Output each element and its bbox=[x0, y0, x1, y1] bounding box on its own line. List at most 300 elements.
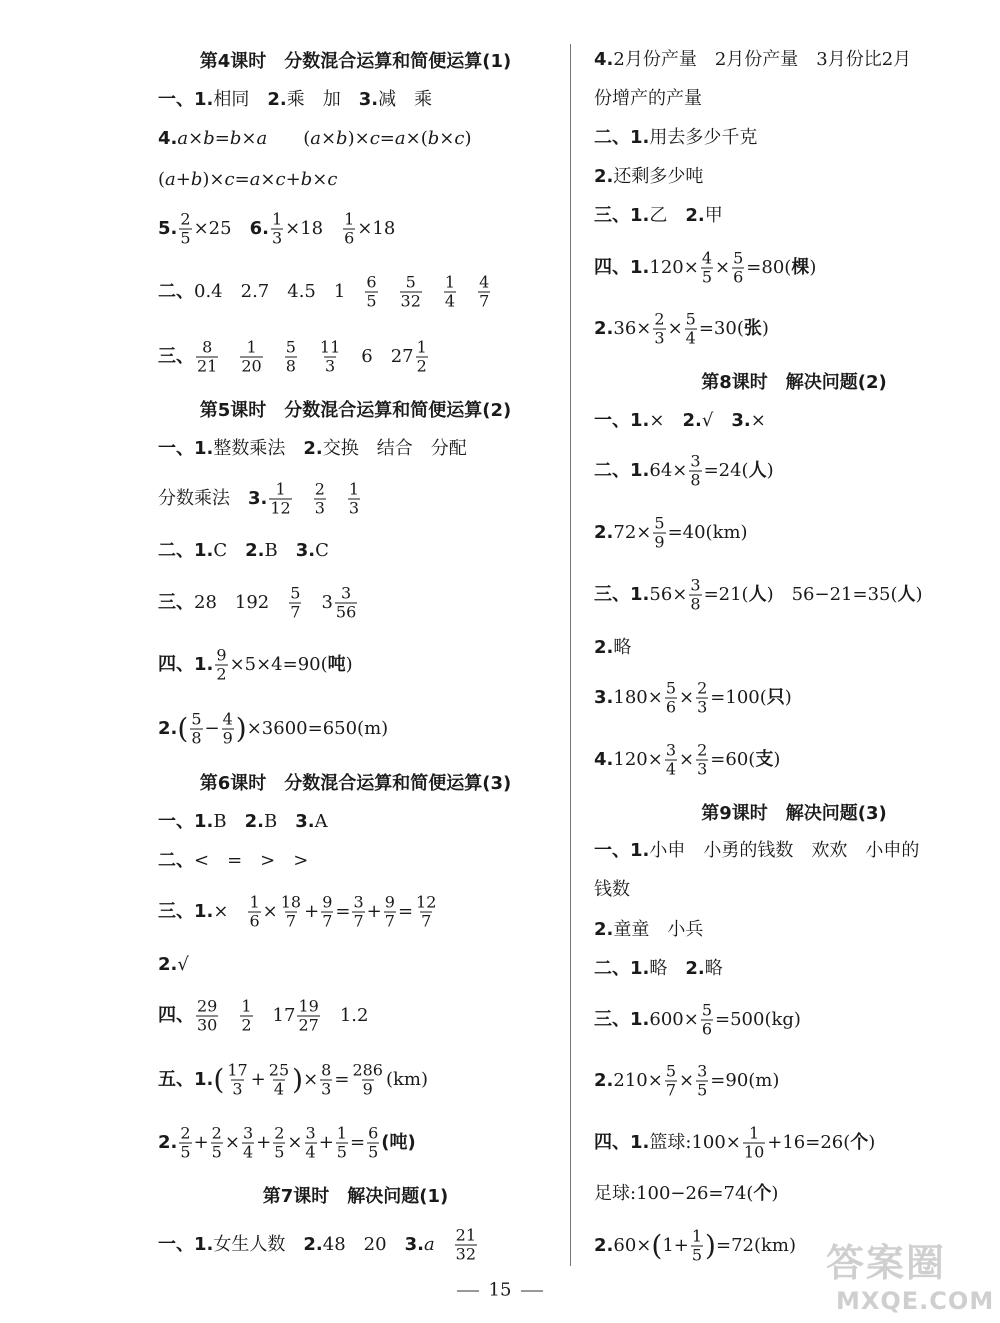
item-number: 2. bbox=[158, 954, 178, 975]
math-var: a bbox=[165, 169, 176, 190]
fraction bbox=[335, 585, 357, 622]
math-op: =24( bbox=[703, 460, 749, 481]
answer-line bbox=[158, 894, 439, 931]
answer-text: 足球 bbox=[594, 1183, 630, 1204]
fraction bbox=[196, 339, 218, 376]
denominator: 2 bbox=[216, 664, 227, 684]
fraction bbox=[696, 742, 708, 779]
fraction bbox=[653, 515, 665, 552]
answer-line bbox=[594, 742, 780, 779]
math-var: a bbox=[177, 128, 189, 149]
fraction bbox=[242, 1125, 254, 1162]
item-number: 3. bbox=[358, 89, 379, 110]
numerator: 2 bbox=[697, 740, 708, 760]
numerator: 3 bbox=[665, 740, 677, 760]
numerator: 5 bbox=[191, 709, 202, 729]
math-op: + bbox=[175, 169, 191, 190]
item-number: 1. bbox=[630, 958, 650, 979]
math-op: ×18 bbox=[357, 218, 396, 239]
math-op: + bbox=[304, 901, 320, 922]
item-number: 1. bbox=[194, 89, 214, 110]
math-op: ) bbox=[761, 318, 769, 339]
math-var: b bbox=[427, 128, 440, 149]
math-op: × bbox=[303, 1069, 319, 1090]
unit: 个 bbox=[850, 1132, 869, 1153]
denominator: 2 bbox=[416, 356, 427, 376]
item-number: 1. bbox=[194, 901, 214, 922]
numerator: 1 bbox=[241, 996, 252, 1016]
denominator: 9 bbox=[362, 1079, 373, 1099]
item-number: 2. bbox=[594, 522, 614, 543]
answer-line bbox=[594, 680, 792, 717]
denominator: 5 bbox=[274, 1142, 285, 1162]
item-number: 1. bbox=[630, 1009, 650, 1030]
math-op: = bbox=[397, 901, 414, 922]
answer-line bbox=[158, 647, 353, 684]
denominator: 3 bbox=[232, 1079, 243, 1099]
answer-line bbox=[594, 958, 723, 980]
math-op: ) bbox=[771, 1183, 779, 1204]
numerator: 1 bbox=[348, 479, 360, 499]
item-number: 2. bbox=[594, 318, 614, 339]
fraction bbox=[416, 339, 428, 376]
answer-text: √ bbox=[177, 954, 189, 975]
math-op: 72× bbox=[613, 522, 652, 543]
fraction bbox=[444, 274, 456, 311]
denominator: 3 bbox=[271, 228, 283, 248]
answer-line bbox=[594, 88, 702, 110]
fraction bbox=[226, 1062, 248, 1099]
denominator: 5 bbox=[366, 291, 377, 311]
math-op: × bbox=[188, 128, 204, 149]
math-op: ( bbox=[303, 128, 311, 149]
denominator: 7 bbox=[322, 911, 333, 931]
numerator: 3 bbox=[305, 1123, 316, 1143]
fraction bbox=[273, 1125, 285, 1162]
item-number: 4. bbox=[594, 49, 614, 70]
answer-text: 交换 结合 分配 bbox=[322, 438, 467, 459]
math-op: + bbox=[256, 1132, 272, 1153]
denominator: 32 bbox=[400, 291, 421, 311]
fraction bbox=[665, 742, 677, 779]
answer-text: 小申 小勇的钱数 欢欢 小申的 bbox=[649, 840, 920, 861]
math-op: =100( bbox=[710, 687, 767, 708]
fraction bbox=[689, 453, 701, 490]
denominator: 7 bbox=[384, 911, 395, 931]
denominator: 30 bbox=[197, 1015, 218, 1035]
math-var: a bbox=[423, 1234, 435, 1255]
answer-text: 28 192 bbox=[194, 592, 270, 613]
denominator: 3 bbox=[348, 498, 360, 518]
numerator: 1 bbox=[444, 272, 456, 292]
answer-text: A bbox=[314, 811, 328, 832]
numerator: 6 bbox=[368, 1123, 379, 1143]
big-paren: ) bbox=[705, 1229, 716, 1262]
watermark-url: MXQE.COM bbox=[836, 1287, 995, 1315]
math-var: b bbox=[190, 169, 203, 190]
answer-line bbox=[594, 515, 748, 552]
numerator: 2 bbox=[180, 1123, 191, 1143]
fraction bbox=[321, 894, 333, 931]
math-op: × bbox=[715, 257, 731, 278]
item-number: 3. bbox=[295, 811, 315, 832]
math-op: 180× bbox=[613, 687, 663, 708]
denominator: 21 bbox=[197, 356, 218, 376]
answer-text: 17 bbox=[272, 1005, 296, 1026]
section-label: 三、 bbox=[158, 346, 194, 367]
denominator: 7 bbox=[353, 911, 364, 931]
item-number: 1. bbox=[630, 1132, 650, 1153]
answer-text: 还剩多少吨 bbox=[613, 166, 704, 187]
denominator: 3 bbox=[654, 328, 665, 348]
answer-text: B bbox=[264, 540, 278, 561]
denominator: 5 bbox=[697, 1080, 708, 1100]
unit: 个 bbox=[753, 1183, 772, 1204]
numerator: 1 bbox=[249, 892, 260, 912]
math-op: × bbox=[287, 1132, 303, 1153]
section-heading: 第6课时 分数混合运算和简便运算(3) bbox=[199, 773, 512, 794]
denominator: 6 bbox=[701, 1019, 713, 1039]
math-op: + bbox=[285, 169, 301, 190]
denominator: 6 bbox=[344, 228, 355, 248]
math-var: b bbox=[203, 128, 215, 149]
answer-text: 篮球 bbox=[649, 1132, 686, 1153]
item-number: 3. bbox=[731, 410, 751, 431]
answer-line bbox=[594, 1228, 796, 1265]
numerator: 5 bbox=[733, 248, 744, 268]
math-var: c bbox=[224, 169, 235, 190]
math-op: ×18 bbox=[285, 218, 324, 239]
math-op: =72(km) bbox=[715, 1235, 796, 1256]
fraction bbox=[455, 1227, 477, 1264]
math-op: (km) bbox=[385, 1069, 429, 1090]
answer-line bbox=[594, 49, 911, 71]
answer-line bbox=[594, 577, 923, 614]
answer-text: 用去多少千克 bbox=[649, 127, 758, 148]
section-label: 一、 bbox=[158, 89, 194, 110]
denominator: 5 bbox=[211, 1142, 222, 1162]
denominator: 3 bbox=[697, 697, 708, 717]
math-op: × bbox=[679, 749, 695, 770]
numerator: 4 bbox=[479, 272, 490, 292]
denominator: 7 bbox=[421, 911, 432, 931]
fraction bbox=[415, 894, 437, 931]
math-var: c bbox=[327, 169, 338, 190]
math-op: ×5×4=90( bbox=[229, 654, 328, 675]
math-op: =21( bbox=[703, 584, 749, 605]
answer-text: 女生人数 bbox=[213, 1234, 286, 1255]
math-op: × bbox=[312, 169, 328, 190]
big-paren: ( bbox=[651, 1229, 663, 1262]
numerator: 5 bbox=[665, 1061, 677, 1081]
big-paren: ) bbox=[235, 712, 247, 745]
numerator: 8 bbox=[202, 337, 213, 357]
math-op: ×( bbox=[405, 128, 428, 149]
math-op: =40(km) bbox=[667, 522, 748, 543]
answer-text: 1.2 bbox=[339, 1005, 369, 1026]
item-number: 1. bbox=[194, 438, 214, 459]
answer-text: 3 bbox=[321, 592, 333, 613]
fraction bbox=[289, 585, 301, 622]
answer-text: < = > > bbox=[194, 850, 309, 871]
answer-line bbox=[594, 205, 723, 227]
answer-text: × bbox=[213, 901, 229, 922]
math-op: ) 56−21=35( bbox=[766, 584, 898, 605]
math-op: 60× bbox=[613, 1235, 652, 1256]
math-op: 56× bbox=[649, 584, 688, 605]
answer-line bbox=[594, 1183, 778, 1205]
fraction bbox=[352, 894, 364, 931]
answer-text: 略 bbox=[649, 958, 668, 979]
denominator: 4 bbox=[273, 1079, 285, 1099]
section-label: 二、 bbox=[594, 127, 630, 148]
section-label: 二、 bbox=[594, 958, 630, 979]
item-number: 1. bbox=[194, 654, 214, 675]
item-number: 1. bbox=[630, 257, 650, 278]
denominator: 8 bbox=[690, 594, 701, 614]
math-var: b bbox=[336, 128, 348, 149]
answer-line bbox=[594, 919, 703, 941]
fraction bbox=[211, 1125, 223, 1162]
math-op: ) bbox=[345, 654, 353, 675]
item-number: 6. bbox=[249, 218, 269, 239]
numerator: 5 bbox=[290, 583, 301, 603]
math-var: c bbox=[275, 169, 286, 190]
math-op: = bbox=[349, 1132, 366, 1153]
section-label: 二、 bbox=[158, 540, 194, 561]
denominator: 5 bbox=[180, 228, 191, 248]
answer-text: 钱数 bbox=[594, 879, 630, 900]
section-label: 三、 bbox=[594, 584, 630, 605]
math-op: 1+ bbox=[662, 1235, 689, 1256]
denominator: 12 bbox=[270, 498, 291, 518]
item-number: 3. bbox=[594, 687, 614, 708]
numerator: 2 bbox=[654, 309, 665, 329]
math-op: ) bbox=[766, 460, 774, 481]
math-op: =500(kg) bbox=[715, 1009, 801, 1030]
numerator: 11 bbox=[319, 337, 341, 357]
numerator: 1 bbox=[246, 337, 257, 357]
section-heading: 第4课时 分数混合运算和简便运算(1) bbox=[199, 51, 512, 72]
numerator: 21 bbox=[455, 1225, 477, 1245]
item-number: 2. bbox=[682, 410, 702, 431]
denominator: 4 bbox=[444, 291, 456, 311]
answer-line bbox=[158, 128, 471, 150]
answer-line bbox=[594, 127, 757, 149]
item-number: 1. bbox=[630, 460, 650, 481]
math-op: )× bbox=[202, 169, 225, 190]
fraction bbox=[319, 339, 341, 376]
denominator: 3 bbox=[697, 759, 708, 779]
math-op: 120× bbox=[613, 749, 663, 770]
item-number: 1. bbox=[630, 840, 650, 861]
numerator: 9 bbox=[216, 645, 227, 665]
column-divider bbox=[570, 44, 571, 1266]
answer-text: √ bbox=[701, 410, 714, 431]
denominator: 5 bbox=[336, 1142, 347, 1162]
item-number: 1. bbox=[194, 811, 214, 832]
item-number: 2. bbox=[245, 540, 265, 561]
numerator: 5 bbox=[285, 337, 296, 357]
footer-dash bbox=[457, 1290, 479, 1291]
answer-text: 童童 小兵 bbox=[613, 919, 704, 940]
section-label: 五、 bbox=[158, 1069, 194, 1090]
numerator: 2 bbox=[697, 678, 708, 698]
item-number: 1. bbox=[630, 127, 650, 148]
math-op: − bbox=[204, 718, 220, 739]
item-number: 1. bbox=[630, 410, 650, 431]
fraction bbox=[691, 1228, 703, 1265]
answer-line bbox=[158, 1125, 416, 1162]
numerator: 9 bbox=[322, 892, 333, 912]
answer-line bbox=[594, 410, 766, 432]
unit: 人 bbox=[897, 584, 916, 605]
answer-line bbox=[594, 1063, 779, 1100]
math-op: × bbox=[320, 128, 337, 149]
section-label: 二、 bbox=[594, 460, 630, 481]
numerator: 2 bbox=[274, 1123, 285, 1143]
answer-line bbox=[158, 1227, 479, 1264]
fraction bbox=[665, 1063, 677, 1100]
answer-text: 0.4 2.7 4.5 1 bbox=[194, 281, 346, 302]
answer-text: × bbox=[649, 410, 665, 431]
answer-line bbox=[594, 879, 630, 901]
denominator: 6 bbox=[733, 267, 744, 287]
answer-line bbox=[158, 274, 492, 311]
numerator: 1 bbox=[344, 209, 355, 229]
item-number: 1. bbox=[194, 1069, 214, 1090]
math-op: ) bbox=[868, 1132, 876, 1153]
numerator: 5 bbox=[701, 1000, 713, 1020]
answer-text: × bbox=[750, 410, 766, 431]
numerator: 1 bbox=[691, 1226, 703, 1246]
math-op: × bbox=[679, 1070, 695, 1091]
section-label: 一、 bbox=[158, 438, 194, 459]
math-op: ) bbox=[915, 584, 923, 605]
answer-text: 乙 bbox=[649, 205, 668, 226]
item-number: 2. bbox=[594, 637, 614, 658]
fraction bbox=[743, 1125, 765, 1162]
answer-text: 整数乘法 bbox=[213, 438, 286, 459]
numerator: 3 bbox=[340, 583, 352, 603]
numerator: 29 bbox=[197, 996, 218, 1016]
section-label: 三、 bbox=[158, 592, 194, 613]
answer-line bbox=[158, 711, 388, 748]
math-op: =30( bbox=[698, 318, 744, 339]
section-label: 一、 bbox=[158, 1234, 194, 1255]
math-op: :100−26=74( bbox=[630, 1183, 754, 1204]
section-label: 四、 bbox=[158, 654, 194, 675]
math-op: 36× bbox=[613, 318, 652, 339]
answer-line bbox=[158, 211, 395, 248]
item-number: 3. bbox=[248, 488, 268, 509]
answer-line bbox=[594, 840, 919, 862]
answer-text: 乘 加 bbox=[286, 89, 341, 110]
fraction bbox=[478, 274, 490, 311]
section-label: 四、 bbox=[594, 1132, 630, 1153]
big-paren: ( bbox=[177, 712, 189, 745]
item-number: 1. bbox=[630, 584, 650, 605]
watermark-logo: 答案圈 bbox=[826, 1241, 947, 1285]
unit: 人 bbox=[748, 584, 767, 605]
section-label: 二、 bbox=[158, 281, 194, 302]
section-label: 三、 bbox=[158, 901, 194, 922]
denominator: 9 bbox=[654, 532, 665, 552]
numerator: 4 bbox=[701, 248, 713, 268]
math-op: + bbox=[366, 901, 382, 922]
denominator: 2 bbox=[241, 1015, 252, 1035]
denominator: 4 bbox=[242, 1142, 254, 1162]
math-var: c bbox=[369, 128, 380, 149]
math-op: = bbox=[334, 1069, 350, 1090]
section-label: 三、 bbox=[594, 1009, 630, 1030]
answer-text: 略 bbox=[613, 637, 632, 658]
numerator: 18 bbox=[280, 892, 302, 912]
math-op: 64× bbox=[649, 460, 688, 481]
page-number: 15 bbox=[488, 1279, 512, 1301]
math-op: 210× bbox=[613, 1070, 663, 1091]
item-number: 4. bbox=[158, 128, 178, 149]
answer-text: 减 乘 bbox=[378, 89, 433, 110]
numerator: 17 bbox=[227, 1060, 248, 1080]
section-label: 三、 bbox=[594, 205, 630, 226]
denominator: 4 bbox=[665, 759, 677, 779]
fraction bbox=[179, 211, 191, 248]
footer-dash bbox=[521, 1290, 543, 1291]
section-label: 四、 bbox=[158, 1005, 194, 1026]
fraction bbox=[269, 481, 291, 518]
answer-line bbox=[594, 250, 816, 287]
numerator: 2 bbox=[314, 479, 325, 499]
math-op: 600× bbox=[649, 1009, 699, 1030]
answer-line bbox=[158, 438, 467, 460]
math-op: × bbox=[241, 128, 257, 149]
answer-text: 6 27 bbox=[361, 346, 414, 367]
unit: 只 bbox=[766, 687, 785, 708]
item-number: 2. bbox=[244, 811, 264, 832]
answer-text: B bbox=[213, 811, 227, 832]
unit: 吨 bbox=[327, 654, 346, 675]
answer-line bbox=[158, 954, 189, 976]
item-number: 1. bbox=[630, 205, 650, 226]
denominator: 7 bbox=[665, 1080, 677, 1100]
answer-text: 略 bbox=[704, 958, 723, 979]
answer-text: 甲 bbox=[704, 205, 723, 226]
fraction bbox=[190, 711, 202, 748]
numerator: 3 bbox=[690, 451, 701, 471]
answer-line bbox=[158, 540, 329, 562]
answer-line bbox=[594, 1125, 875, 1162]
fraction bbox=[365, 274, 377, 311]
math-op: ) bbox=[784, 687, 792, 708]
item-number: 2. bbox=[685, 958, 705, 979]
denominator: 5 bbox=[691, 1245, 703, 1265]
math-op: × bbox=[667, 318, 683, 339]
math-op: ×25 bbox=[193, 218, 232, 239]
numerator: 5 bbox=[665, 678, 677, 698]
denominator: 5 bbox=[368, 1142, 379, 1162]
numerator: 12 bbox=[416, 892, 437, 912]
fraction bbox=[701, 1002, 713, 1039]
big-paren: ( bbox=[213, 1063, 225, 1096]
math-op: ) bbox=[809, 257, 817, 278]
fraction bbox=[215, 647, 227, 684]
answer-line bbox=[594, 453, 774, 490]
numerator: 3 bbox=[353, 892, 364, 912]
denominator: 7 bbox=[290, 602, 301, 622]
fraction bbox=[285, 339, 297, 376]
denominator: 4 bbox=[685, 328, 696, 348]
